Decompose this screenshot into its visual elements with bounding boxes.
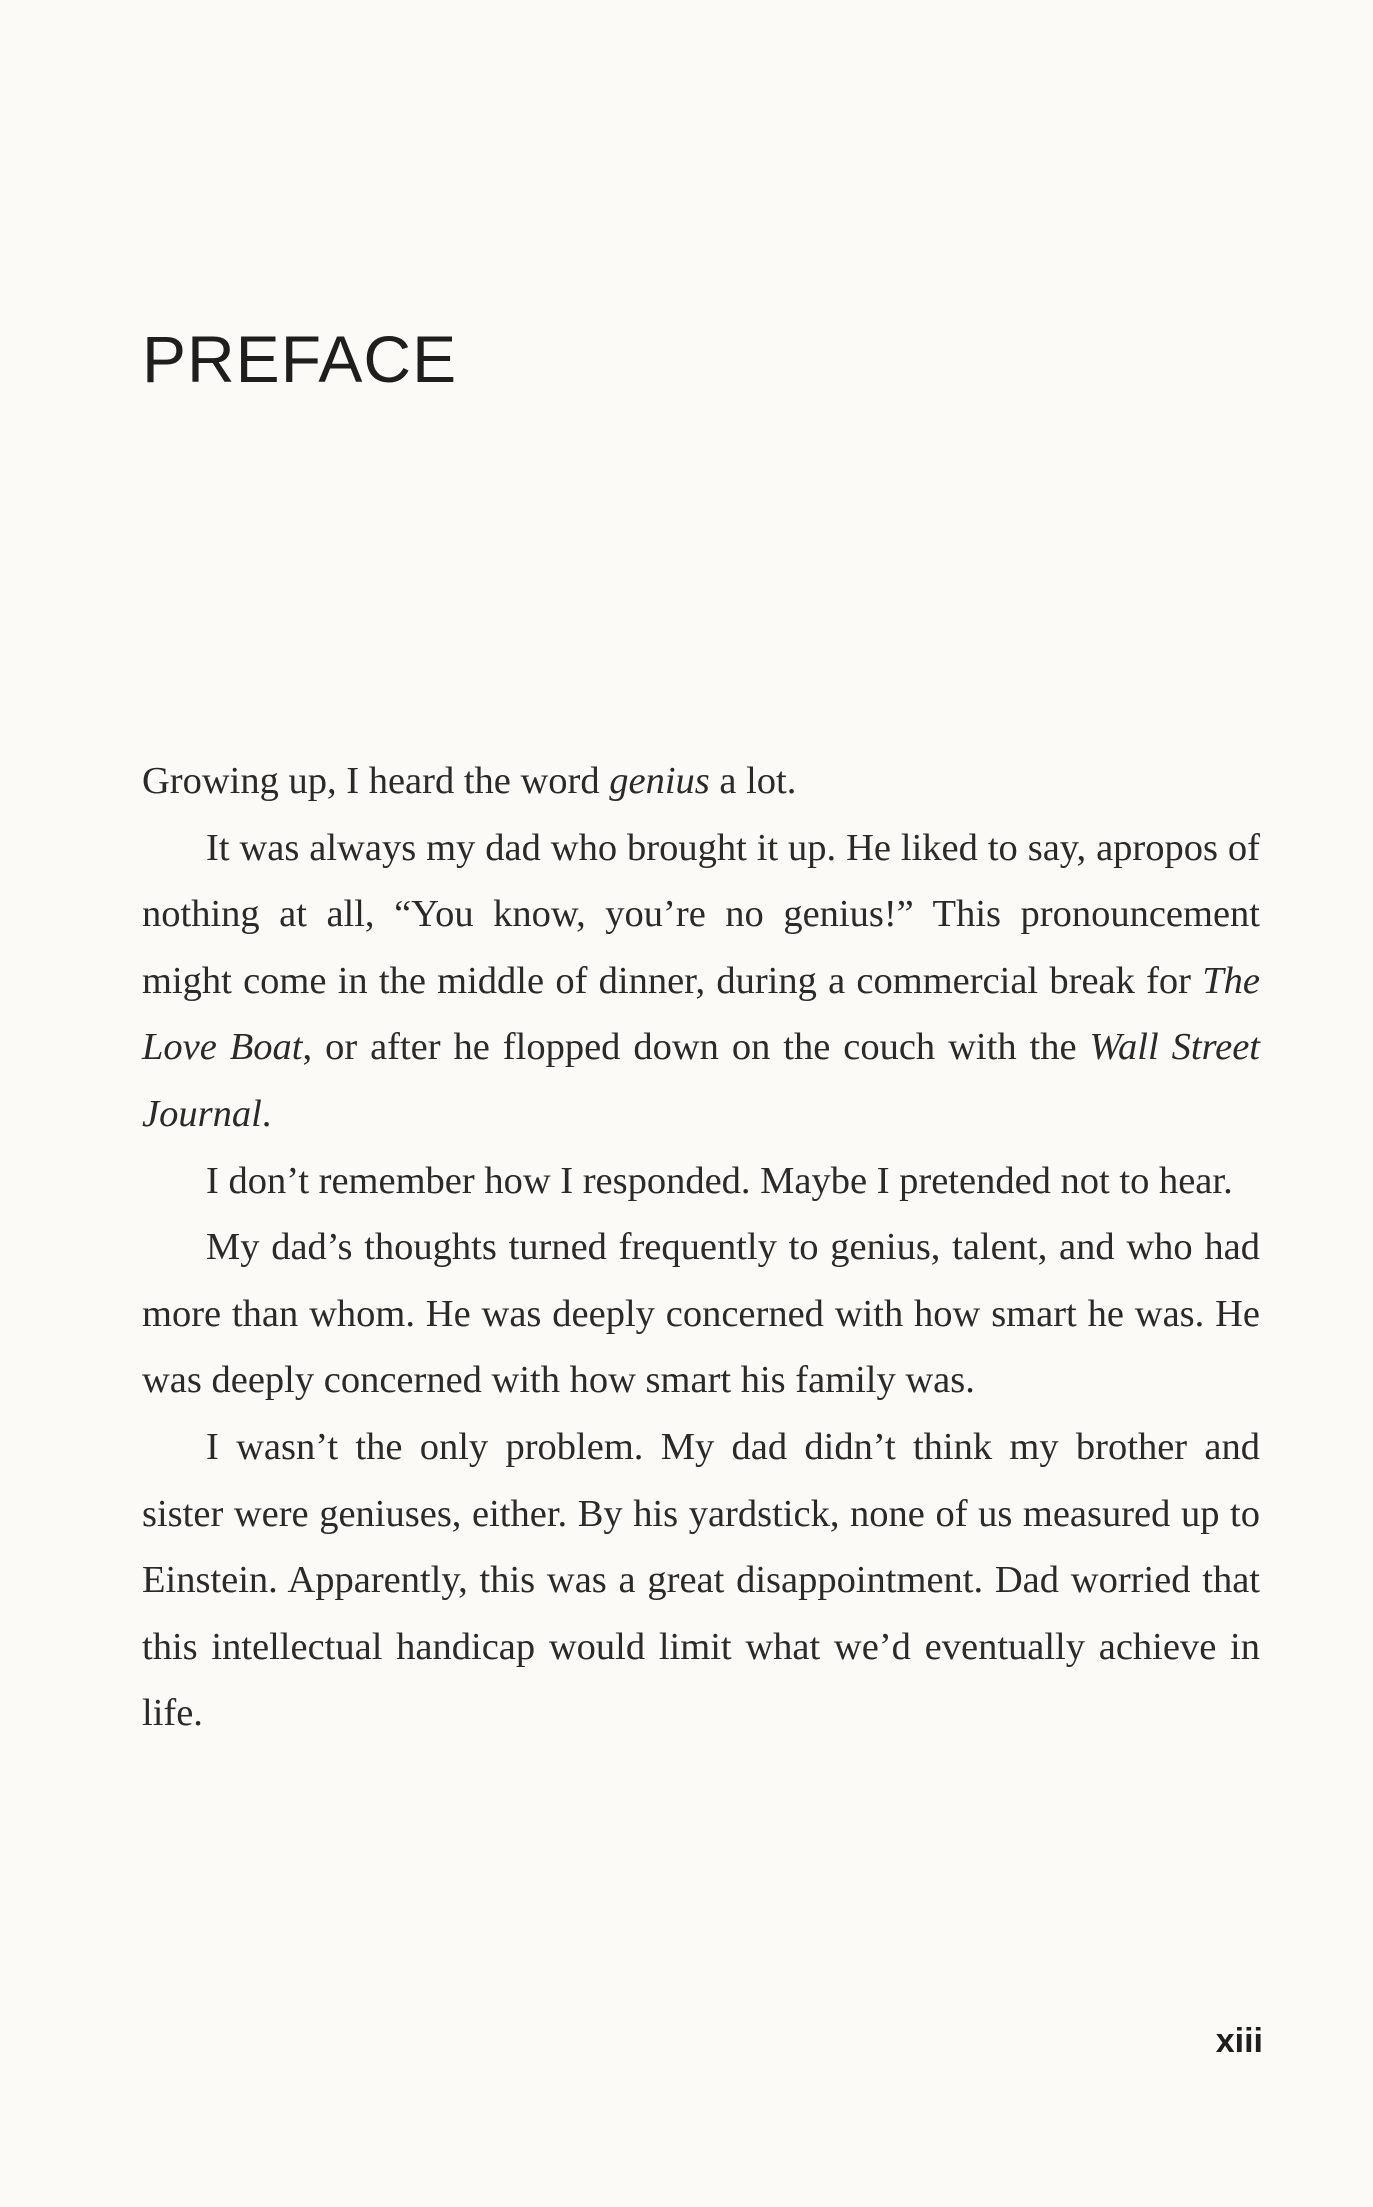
- paragraph-1-text-a: Growing up, I heard the word: [142, 760, 610, 802]
- paragraph-1-text-b: a lot.: [709, 760, 797, 802]
- tv-show-title: The Love Boat: [142, 959, 1260, 1069]
- paragraph-2-text-a: It was always my dad who brought it up. He liked to say, apropos of nothing at all, “You know, you’re no genius!” This pronouncement might come in the middle of dinner, during a commercial break for: [142, 826, 1260, 1002]
- paragraph-3: I don’t remember how I responded. Maybe I pretended not to hear.: [206, 1159, 1233, 1202]
- paragraph-2-text-b: , or after he flopped down on the couch with the: [302, 1026, 1090, 1069]
- paragraph-2: [142, 815, 1260, 1148]
- paragraph-4: My dad’s thoughts turned frequently to genius, talent, and who had more than whom. He was deeply concerned with how smart he was. He was deeply concerned with how smart his family was.: [142, 1226, 1260, 1402]
- page-number: xiii: [1215, 2022, 1263, 2060]
- chapter-heading: PREFACE: [142, 322, 458, 396]
- body-text: [142, 748, 1260, 1747]
- paragraph-5: I wasn’t the only problem. My dad didn’t think my brother and sister were geniuses, either. By his yardstick, none of us measured up to Einstein. Apparently, this was a great disappointment. Dad worried that this intellectual handicap would limit what we’d eventually achieve in life.: [142, 1425, 1260, 1735]
- paragraph-1-emphasis: genius: [609, 760, 710, 802]
- newspaper-title: Wall Street Journal: [142, 1026, 1260, 1135]
- paragraph-1: [142, 748, 1260, 815]
- paragraph-2-text-c: .: [261, 1092, 272, 1135]
